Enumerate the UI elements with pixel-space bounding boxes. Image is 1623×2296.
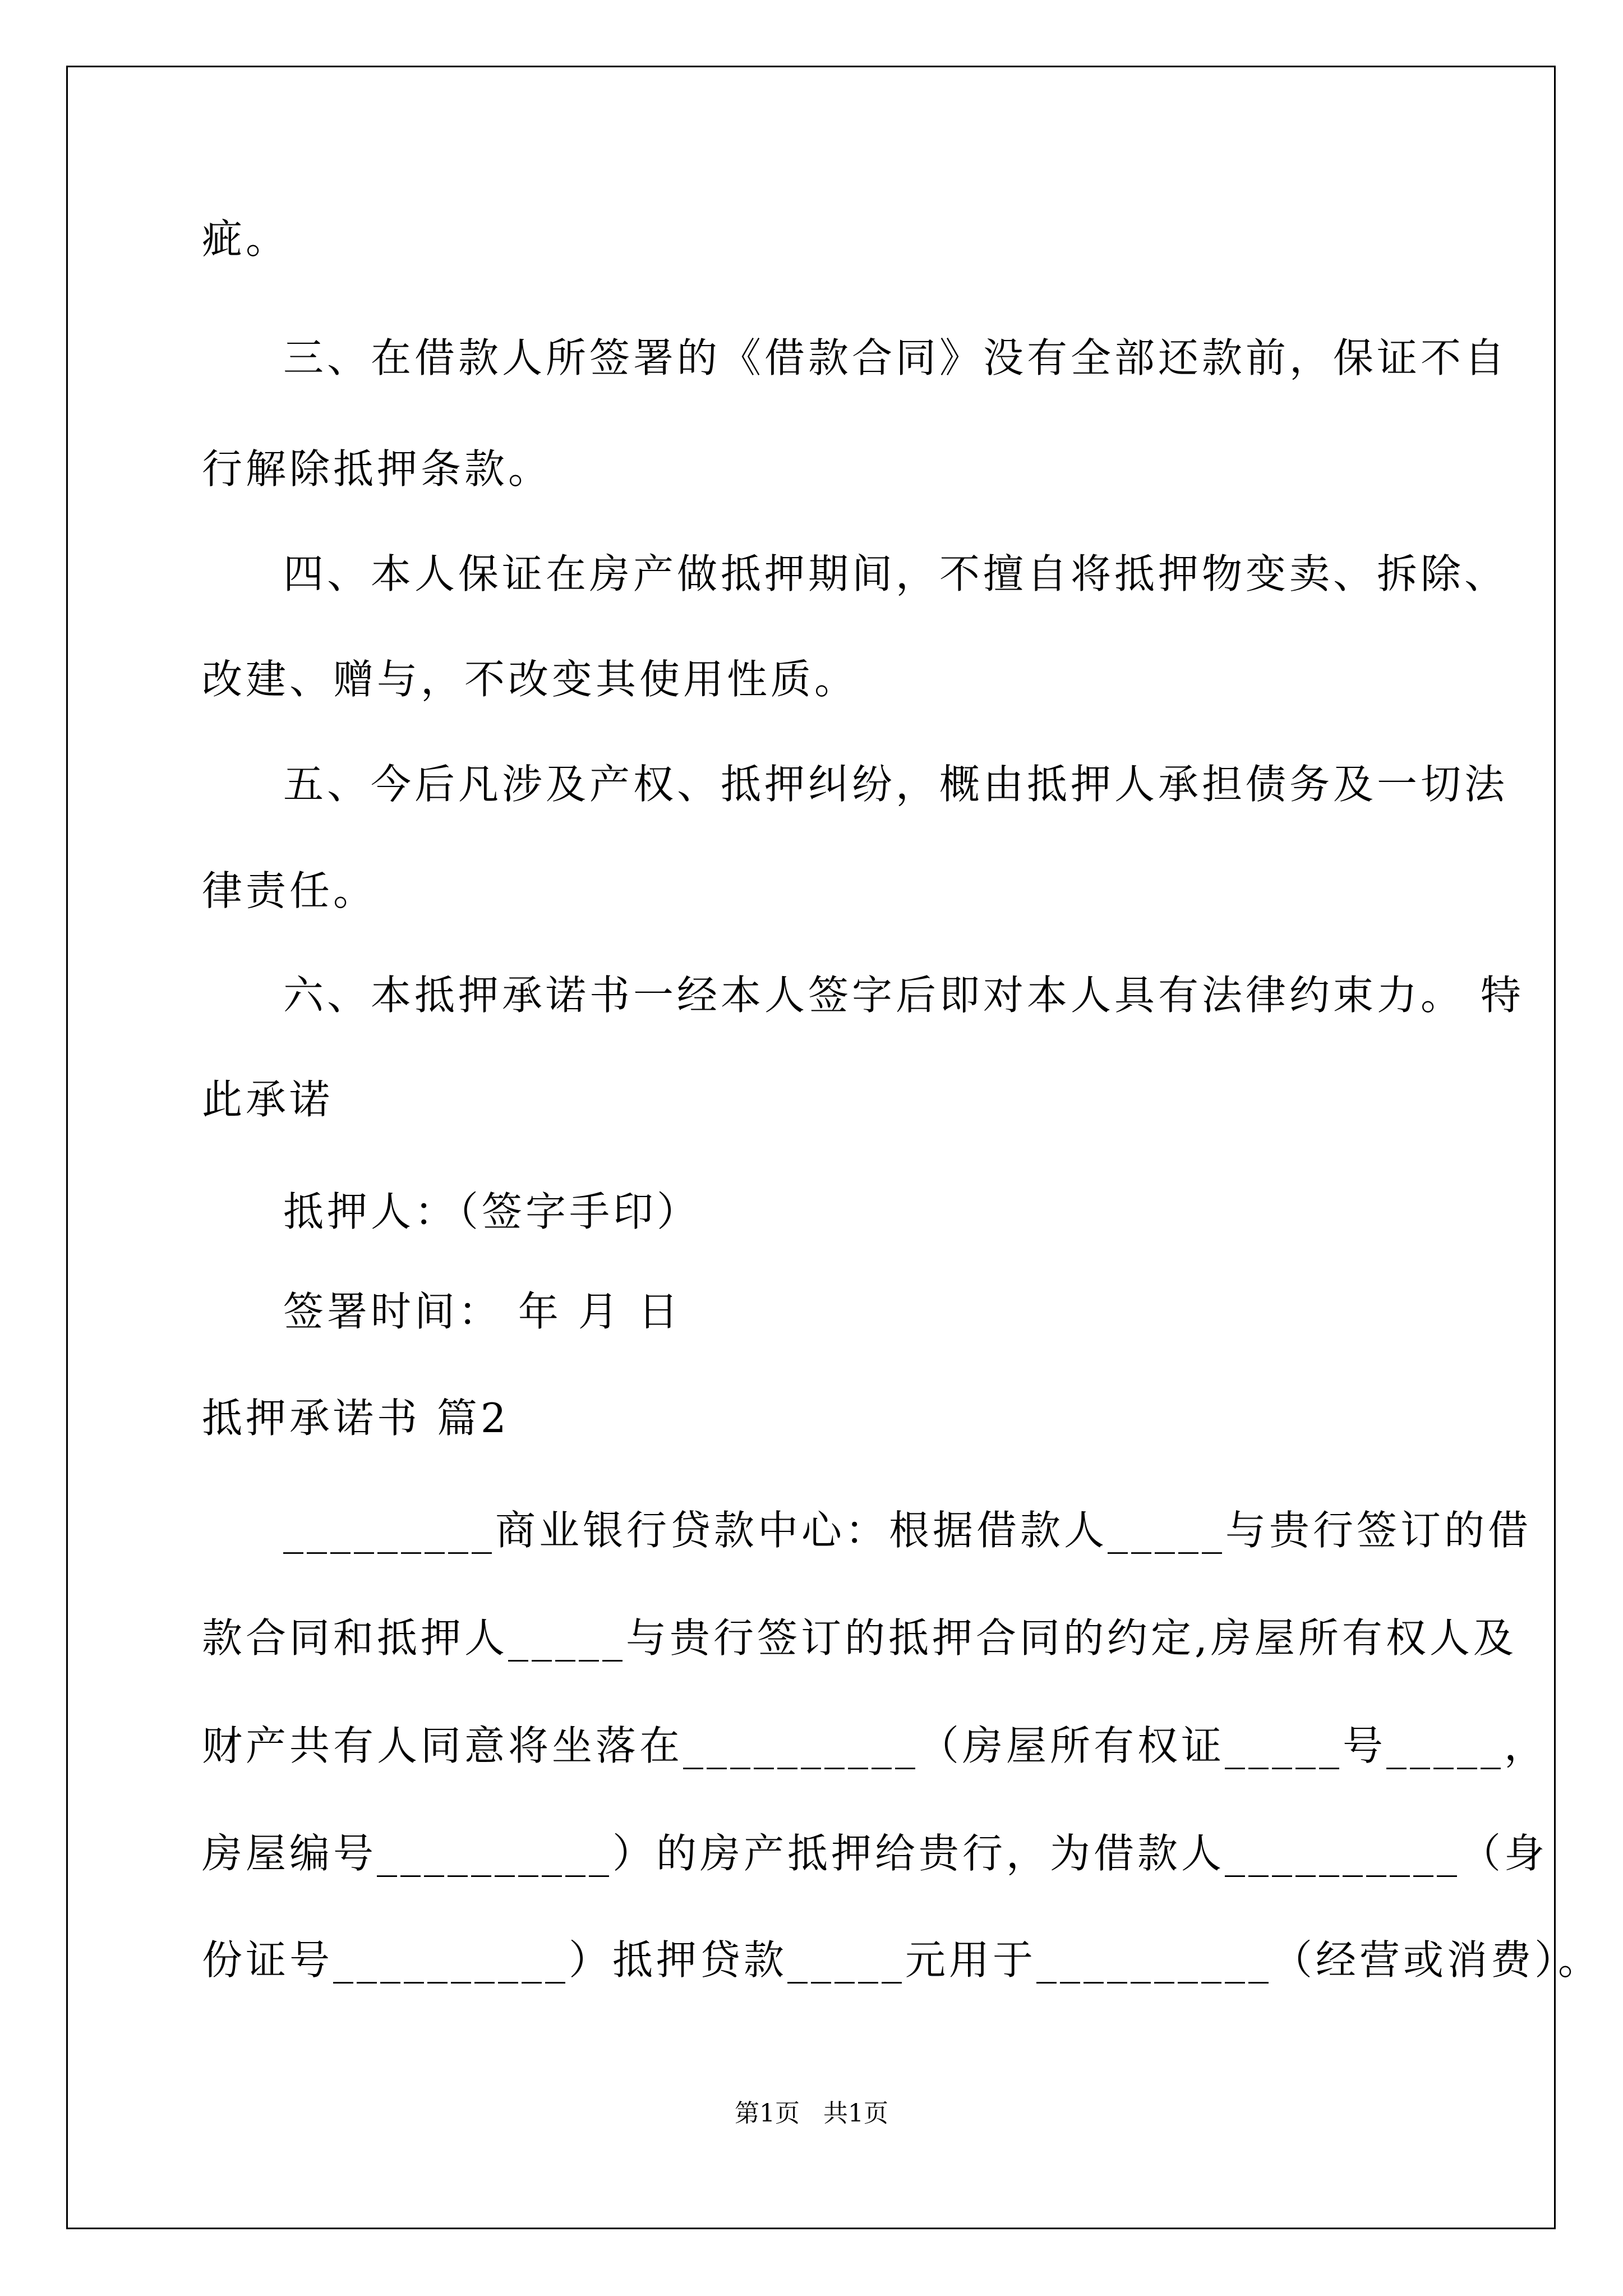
text-line-14: 款合同和抵押人_____与贵行签订的抵押合同的约定,房屋所有权人及 bbox=[202, 1614, 1517, 1662]
text-line-3: 行解除抵押条款。 bbox=[202, 445, 552, 493]
text-line-9: 此承诺 bbox=[202, 1076, 334, 1123]
text-line-17: 份证号__________）抵押贷款_____元用于__________（经营或消费）。 bbox=[202, 1936, 1602, 1984]
text-line-13: _________商业银行贷款中心：根据借款人_____与贵行签订的借 bbox=[283, 1507, 1532, 1554]
page-border bbox=[66, 66, 1556, 2229]
section-heading: 抵押承诺书 篇2 bbox=[202, 1395, 510, 1442]
text-line-8: 六、本抵押承诺书一经本人签字后即对本人具有法律约束力。 特 bbox=[283, 972, 1524, 1019]
text-line-16: 房屋编号__________）的房产抵押给贵行，为借款人__________（身 bbox=[202, 1830, 1548, 1877]
text-line-4: 四、本人保证在房产做抵押期间，不擅自将抵押物变卖、拆除、 bbox=[283, 550, 1509, 597]
text-line-1: 疵。 bbox=[202, 215, 290, 263]
signer-line: 抵押人：（签字手印） bbox=[283, 1188, 701, 1235]
text-line-15: 财产共有人同意将坐落在__________（房屋所有权证_____号_____， bbox=[202, 1722, 1548, 1769]
text-line-2: 三、在借款人所签署的《借款合同》没有全部还款前，保证不自 bbox=[283, 334, 1509, 381]
text-line-5: 改建、赠与，不改变其使用性质。 bbox=[202, 656, 859, 703]
signing-date-line: 签署时间： 年 月 日 bbox=[283, 1288, 682, 1335]
page-number-footer: 第1页 共1页 bbox=[735, 2099, 888, 2128]
text-line-7: 律责任。 bbox=[202, 867, 377, 914]
text-line-6: 五、今后凡涉及产权、抵押纠纷，概由抵押人承担债务及一切法 bbox=[283, 761, 1509, 808]
